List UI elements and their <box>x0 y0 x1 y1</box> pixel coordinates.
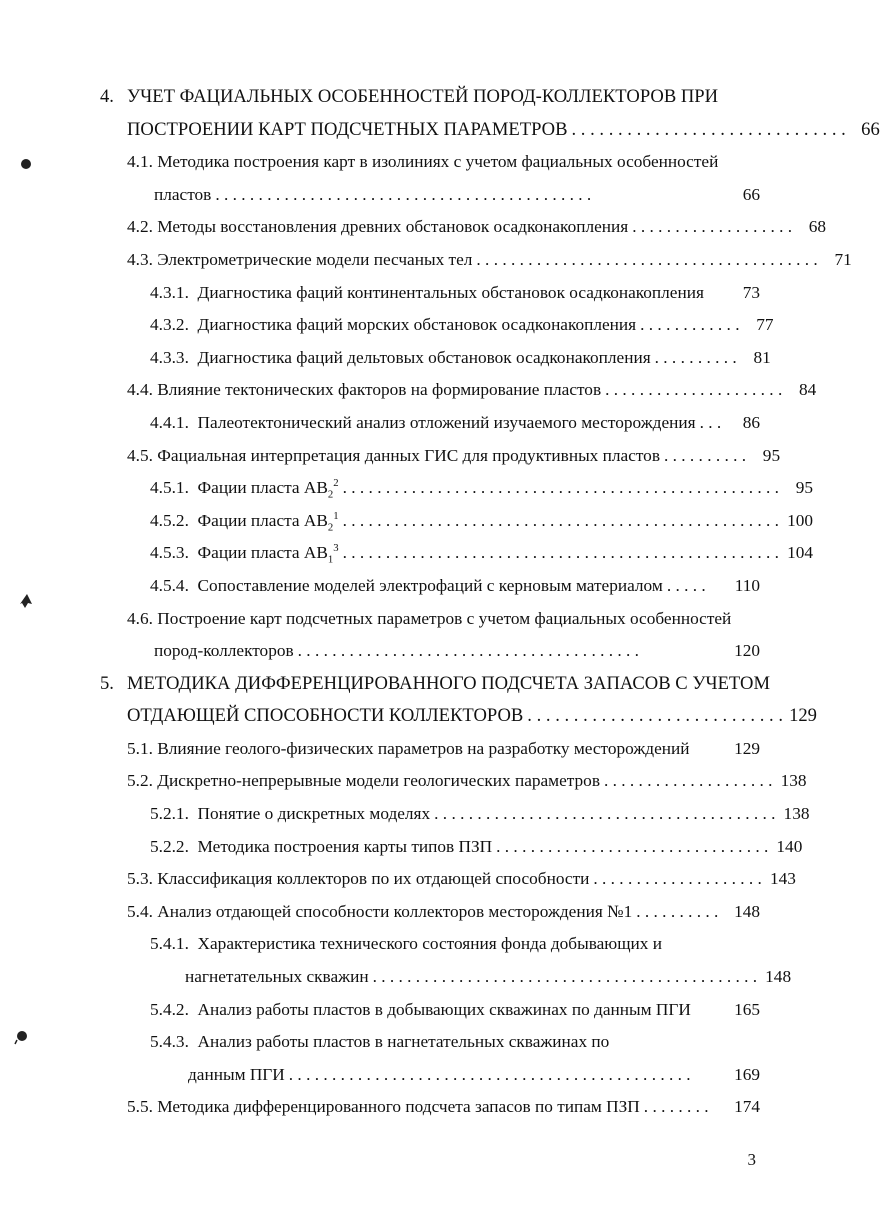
entry-number: 4.5.2. <box>150 510 189 530</box>
entry-number: 4. <box>100 86 114 107</box>
entry-title: Методика построения карты типов ПЗП <box>197 836 493 856</box>
entry-title: Диагностика фаций морских обстановок осадконакопления <box>197 315 637 335</box>
entry-title: Методика дифференцированного подсчета запасов по типам ПЗП <box>157 1097 640 1117</box>
entry-number: 4.5.4. <box>150 575 189 595</box>
toc-entry: 4.3.2. Диагностика фаций морских обстановок осадконакопления . . . . . . . . . . . . 77 <box>100 309 760 342</box>
toc-entry: 4.2. Методы восстановления древних обстановок осадконакопления . . . . . . . . . . . . . . . . . . . 68 <box>100 211 760 244</box>
entry-title: Сопоставление моделей электрофаций с керновым материалом <box>197 575 663 595</box>
entry-page: 110 <box>734 575 760 595</box>
entry-number: 4.6. <box>127 608 153 628</box>
page-number: 3 <box>747 1150 756 1169</box>
toc-entry <box>100 603 760 636</box>
entry-page: 169 <box>734 1064 760 1084</box>
toc-entry: 4.5.2. Фации пласта $АВ_2^1$ . . . . . . . . . . . . . . . . . . . . . . . . . . . . . . . . . . . . . . . . . . . . . . . . . . . 100 <box>100 505 760 538</box>
entry-title: МЕТОДИКА ДИФФЕРЕНЦИРОВАННОГО ПОДСЧЕТА ЗАПАСОВ С УЧЕТОМ <box>127 672 771 694</box>
entry-number: 5.2.1. <box>150 804 189 824</box>
entry-title: Анализ работы пластов в нагнетательных скважинах по <box>197 1032 610 1052</box>
entry-title: Анализ работы пластов в добывающих скважинах по данным ПГИ <box>197 999 691 1019</box>
entry-page: 120 <box>734 641 760 661</box>
entry-page: 143 <box>769 869 796 889</box>
toc-entry: 5.4. Анализ отдающей способности коллекторов месторождения №1 . . . . . . . . . . 148 <box>100 896 760 929</box>
entry-superscript: 2 <box>333 477 339 490</box>
entry-title: Влияние геолого-физических параметров на разработку месторождений <box>157 738 690 758</box>
entry-title: Фации пласта АВ <box>197 478 328 498</box>
entry-superscript: 1 <box>333 509 339 522</box>
entry-title: Построение карт подсчетных параметров с учетом фациальных особенностей <box>157 608 732 628</box>
entry-number: 5.2.2. <box>150 836 189 856</box>
toc-entry <box>100 1026 760 1059</box>
toc-entry: 4.4. Влияние тектонических факторов на формирование пластов . . . . . . . . . . . . . . . . . . . . . 84 <box>100 374 760 407</box>
entry-number: 5.2. <box>127 771 153 791</box>
entry-page: 138 <box>783 804 810 824</box>
toc-entry <box>100 81 760 114</box>
entry-subscript: 2 <box>327 521 334 534</box>
toc-entry-continuation: пород-коллекторов . . . . . . . . . . . . . . . . . . . . . . . . . . . . . . . . . . . . . . . . 120 <box>100 635 760 668</box>
toc-entry: 5.2.2. Методика построения карты типов ПЗП . . . . . . . . . . . . . . . . . . . . . . . . . . . . . . . . 140 <box>100 831 760 864</box>
entry-page: 66 <box>742 184 760 204</box>
toc-entry <box>100 146 760 179</box>
entry-title: Палеотектонический анализ отложений изучаемого месторождения <box>197 412 696 432</box>
toc-entry <box>100 277 760 310</box>
entry-title: Фации пласта АВ <box>197 510 328 530</box>
entry-page: 165 <box>734 999 760 1019</box>
toc-entry-continuation: ОТДАЮЩЕЙ СПОСОБНОСТИ КОЛЛЕКТОРОВ . . . . . . . . . . . . . . . . . . . . . . . . . . . . 129 <box>100 700 760 733</box>
entry-page: 73 <box>742 282 760 302</box>
entry-page: 104 <box>787 543 813 563</box>
entry-number: 5. <box>100 672 114 694</box>
entry-page: 95 <box>762 445 781 465</box>
entry-title: Понятие о дискретных моделях <box>197 804 431 824</box>
toc-entry: 5.3. Классификация коллекторов по их отдающей способности . . . . . . . . . . . . . . . . . . . . 143 <box>100 863 760 896</box>
entry-number: 4.3.3. <box>150 347 189 367</box>
entry-title-cont: пластов <box>154 184 212 204</box>
entry-page: 84 <box>798 380 817 400</box>
entry-title: Классификация коллекторов по их отдающей способности <box>157 869 590 889</box>
entry-title-cont: пород-коллекторов <box>154 641 294 661</box>
entry-page: 86 <box>742 412 760 432</box>
toc-entry-continuation: пластов . . . . . . . . . . . . . . . . . . . . . . . . . . . . . . . . . . . . . . . . . . . . 66 <box>100 179 760 212</box>
entry-page: 148 <box>765 967 792 987</box>
entry-page: 95 <box>795 478 813 498</box>
toc-entry <box>100 994 760 1027</box>
entry-number: 4.5. <box>127 445 153 465</box>
toc-entry: 5.2. Дискретно-непрерывные модели геологических параметров . . . . . . . . . . . . . . . . . . . . 138 <box>100 765 760 798</box>
entry-number: 4.4. <box>127 380 153 400</box>
entry-title: Методы восстановления древних обстановок осадконакопления <box>157 217 629 237</box>
entry-title: Фации пласта АВ <box>197 543 328 563</box>
entry-subscript: 1 <box>327 553 334 566</box>
entry-title-cont: ПОСТРОЕНИИ КАРТ ПОДСЧЕТНЫХ ПАРАМЕТРОВ <box>127 118 568 140</box>
entry-number: 5.1. <box>127 738 153 758</box>
entry-number: 5.3. <box>127 869 153 889</box>
toc-entry: 4.5.4. Сопоставление моделей электрофаций с керновым материалом . . . . . 110 <box>100 570 760 603</box>
entry-page: 138 <box>780 771 807 791</box>
entry-page: 129 <box>734 738 760 758</box>
entry-number: 5.5. <box>127 1097 153 1117</box>
entry-number: 5.4.1. <box>150 934 189 954</box>
toc-entry-continuation: ПОСТРОЕНИИ КАРТ ПОДСЧЕТНЫХ ПАРАМЕТРОВ . . . . . . . . . . . . . . . . . . . . . . . . . . . . . . 66 <box>100 114 760 147</box>
entry-title: Анализ отдающей способности коллекторов месторождения №1 <box>157 901 633 921</box>
entry-number: 4.5.1. <box>150 478 189 498</box>
entry-number: 4.5.3. <box>150 543 189 563</box>
entry-page: 148 <box>734 901 760 921</box>
entry-number: 4.4.1. <box>150 412 189 432</box>
toc-entry-continuation: данным ПГИ . . . . . . . . . . . . . . . . . . . . . . . . . . . . . . . . . . . . . . . . . . . . . . . 169 <box>100 1059 760 1092</box>
entry-title: Электрометрические модели песчаных тел <box>157 249 473 269</box>
binder-hole-mark <box>12 1028 30 1046</box>
entry-page: 174 <box>734 1097 760 1117</box>
entry-number: 4.3.2. <box>150 315 189 335</box>
toc-entry: 4.5. Фациальная интерпретация данных ГИС для продуктивных пластов . . . . . . . . . . 95 <box>100 440 760 473</box>
toc-entry: 4.3.3. Диагностика фаций дельтовых обстановок осадконакопления . . . . . . . . . . 81 <box>100 342 760 375</box>
entry-page: 100 <box>787 510 813 530</box>
binder-hole-mark <box>18 156 34 172</box>
entry-superscript: 3 <box>333 542 339 555</box>
toc-entry <box>100 668 771 701</box>
entry-title-cont: нагнетательных скважин <box>185 967 369 987</box>
toc-entry: 4.5.1. Фации пласта $АВ_2^2$ . . . . . . . . . . . . . . . . . . . . . . . . . . . . . . . . . . . . . . . . . . . . . . . . . . . 95 <box>100 472 760 505</box>
entry-subscript: 2 <box>327 488 334 501</box>
entry-number: 4.1. <box>127 152 153 172</box>
binder-hole-mark <box>18 592 34 610</box>
entry-page: 140 <box>776 836 803 856</box>
entry-title-cont: данным ПГИ <box>188 1064 285 1084</box>
entry-number: 5.4.3. <box>150 1032 189 1052</box>
entry-title: Фациальная интерпретация данных ГИС для продуктивных пластов <box>157 445 660 465</box>
toc-entry: 5.5. Методика дифференцированного подсчета запасов по типам ПЗП . . . . . . . . 174 <box>100 1091 760 1124</box>
entry-title: Диагностика фаций континентальных обстановок осадконакопления <box>197 282 704 302</box>
entry-title: Диагностика фаций дельтовых обстановок осадконакопления <box>197 347 651 367</box>
entry-title: Влияние тектонических факторов на формирование пластов <box>157 380 602 400</box>
entry-title: УЧЕТ ФАЦИАЛЬНЫХ ОСОБЕННОСТЕЙ ПОРОД-КОЛЛЕКТОРОВ ПРИ <box>127 86 719 107</box>
entry-title: Методика построения карт в изолиниях с учетом фациальных особенностей <box>157 152 719 172</box>
entry-number: 4.3. <box>127 249 153 269</box>
toc-entry-continuation: нагнетательных скважин . . . . . . . . . . . . . . . . . . . . . . . . . . . . . . . . . . . . . . . . . . . . . 148 <box>100 961 760 994</box>
entry-page: 68 <box>808 217 827 237</box>
entry-page: 77 <box>756 315 774 335</box>
toc-entry: 5.2.1. Понятие о дискретных моделях . . . . . . . . . . . . . . . . . . . . . . . . . . . . . . . . . . . . . . . . 138 <box>100 798 760 831</box>
entry-page: 81 <box>753 347 771 367</box>
table-of-contents <box>100 81 880 1124</box>
toc-entry <box>100 928 760 961</box>
entry-title: Характеристика технического состояния фонда добывающих и <box>197 934 662 954</box>
toc-entry: 4.4.1. Палеотектонический анализ отложений изучаемого месторождения . . . 86 <box>100 407 760 440</box>
entry-number: 4.3.1. <box>150 282 189 302</box>
entry-page: 129 <box>789 705 817 727</box>
entry-number: 4.2. <box>127 217 153 237</box>
toc-entry <box>100 733 760 766</box>
entry-number: 5.4. <box>127 901 153 921</box>
entry-number: 5.4.2. <box>150 999 189 1019</box>
toc-entry: 4.5.3. Фации пласта $АВ_1^3$ . . . . . . . . . . . . . . . . . . . . . . . . . . . . . . . . . . . . . . . . . . . . . . . . . . . 104 <box>100 537 760 570</box>
entry-page: 66 <box>861 118 880 140</box>
toc-entry: 4.3. Электрометрические модели песчаных тел . . . . . . . . . . . . . . . . . . . . . . . . . . . . . . . . . . . . . . . . 71 <box>100 244 760 277</box>
entry-page: 71 <box>834 249 852 269</box>
entry-title-cont: ОТДАЮЩЕЙ СПОСОБНОСТИ КОЛЛЕКТОРОВ <box>127 705 524 727</box>
entry-title: Дискретно-непрерывные модели геологических параметров <box>157 771 600 791</box>
